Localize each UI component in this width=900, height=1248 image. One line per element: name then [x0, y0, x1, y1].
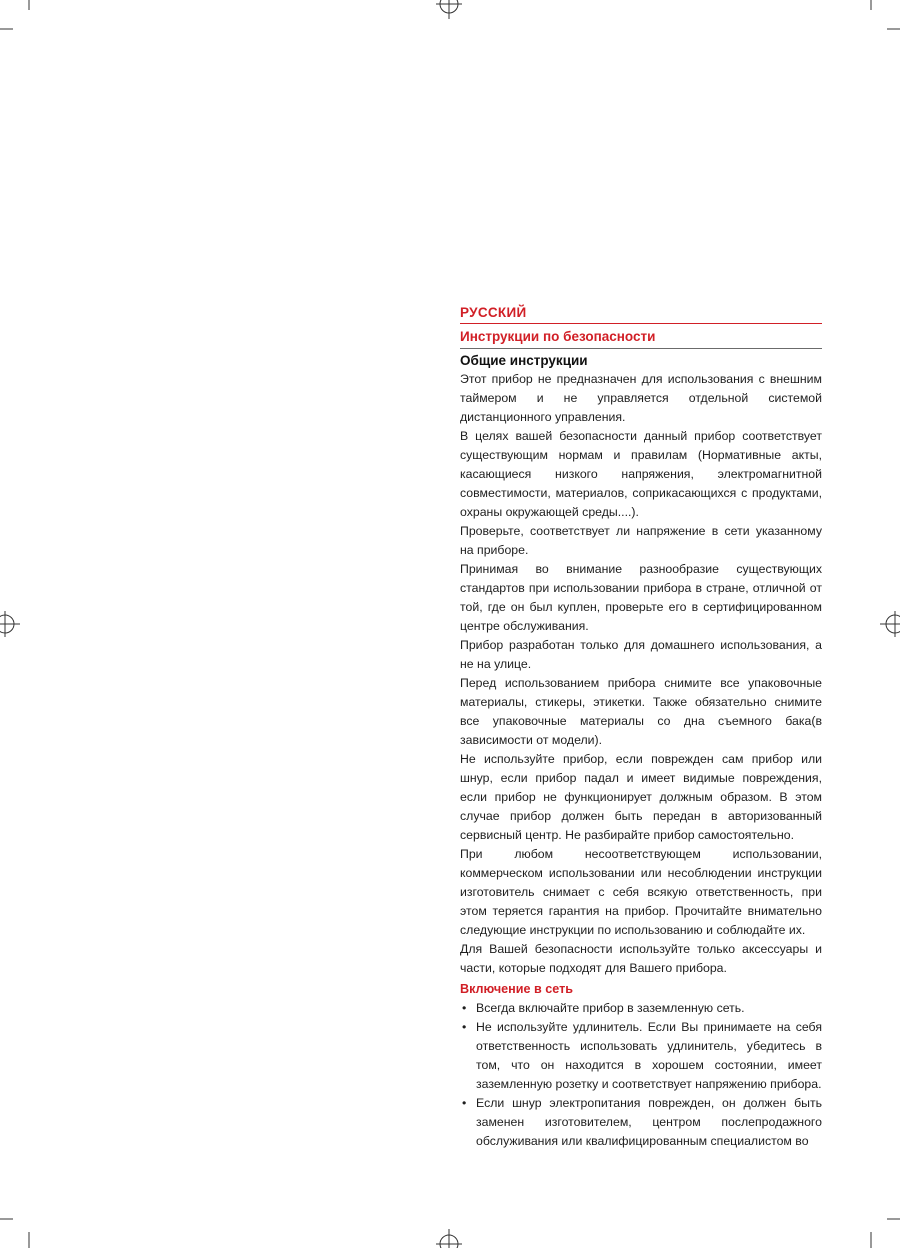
section-title: Инструкции по безопасности [460, 328, 822, 349]
list-item-text: Не используйте удлинитель. Если Вы принимаете на себя ответственность использовать удлинитель, убедитесь в том, что он находится в хорошем состоянии, имеет заземленную розетку и соответствует напряжению прибора. [476, 1020, 822, 1091]
power-bullet-list [460, 999, 822, 1151]
bullet-icon: • [462, 1096, 467, 1110]
list-item [460, 1018, 822, 1094]
bullet-icon: • [462, 1020, 467, 1034]
paragraph: Проверьте, соответствует ли напряжение в сети указанному на приборе. [460, 524, 822, 557]
paragraph: В целях вашей безопасности данный прибор соответствует существующим нормам и правилам (Нормативные акты, касающиеся низкого напряжения, электромагнитной совместимости, материалов, соприкасающихся с продуктами, охраны окружающей среды....). [460, 429, 822, 519]
subsection-title: Общие инструкции [460, 353, 588, 368]
language-label: РУССКИЙ [460, 304, 822, 324]
power-heading: Включение в сеть [460, 982, 573, 996]
list-item-text: Всегда включайте прибор в заземленную сеть. [476, 1001, 745, 1015]
list-item [460, 999, 822, 1018]
paragraph: Прибор разработан только для домашнего использования, а не на улице. [460, 638, 822, 671]
paragraph: Перед использованием прибора снимите все упаковочные материалы, стикеры, этикетки. Также обязательно снимите все упаковочные материалы со дна съемного бака(в зависимости от модели). [460, 676, 822, 747]
bullet-icon: • [462, 1001, 467, 1015]
instruction-column [460, 304, 822, 1151]
paragraph: Этот прибор не предназначен для использования с внешним таймером и не управляется отдельной системой дистанционного управления. [460, 372, 822, 424]
list-item-text: Если шнур электропитания поврежден, он должен быть заменен изготовителем, центром послепродажного обслуживания или квалифицированным специалистом во [476, 1096, 822, 1148]
paragraph: Не используйте прибор, если поврежден сам прибор или шнур, если прибор падал и имеет видимые повреждения, если прибор не функционирует должным образом. В этом случае прибор должен быть передан в авторизованный сервисный центр. Не разбирайте прибор самостоятельно. [460, 752, 822, 842]
list-item [460, 1094, 822, 1151]
paragraph: Принимая во внимание разнообразие существующих стандартов при использовании прибора в стране, отличной от той, где он был куплен, проверьте его в сертифицированном центре обслуживания. [460, 562, 822, 633]
paragraph: Для Вашей безопасности используйте только аксессуары и части, которые подходят для Вашего прибора. [460, 942, 822, 975]
paragraph: При любом несоответствующем использовании, коммерческом использовании или несоблюдении инструкции изготовитель снимает с себя всякую ответственность, при этом теряется гарантия на прибор. Прочитайте внимательно следующие инструкции по использованию и соблюдайте их. [460, 847, 822, 937]
